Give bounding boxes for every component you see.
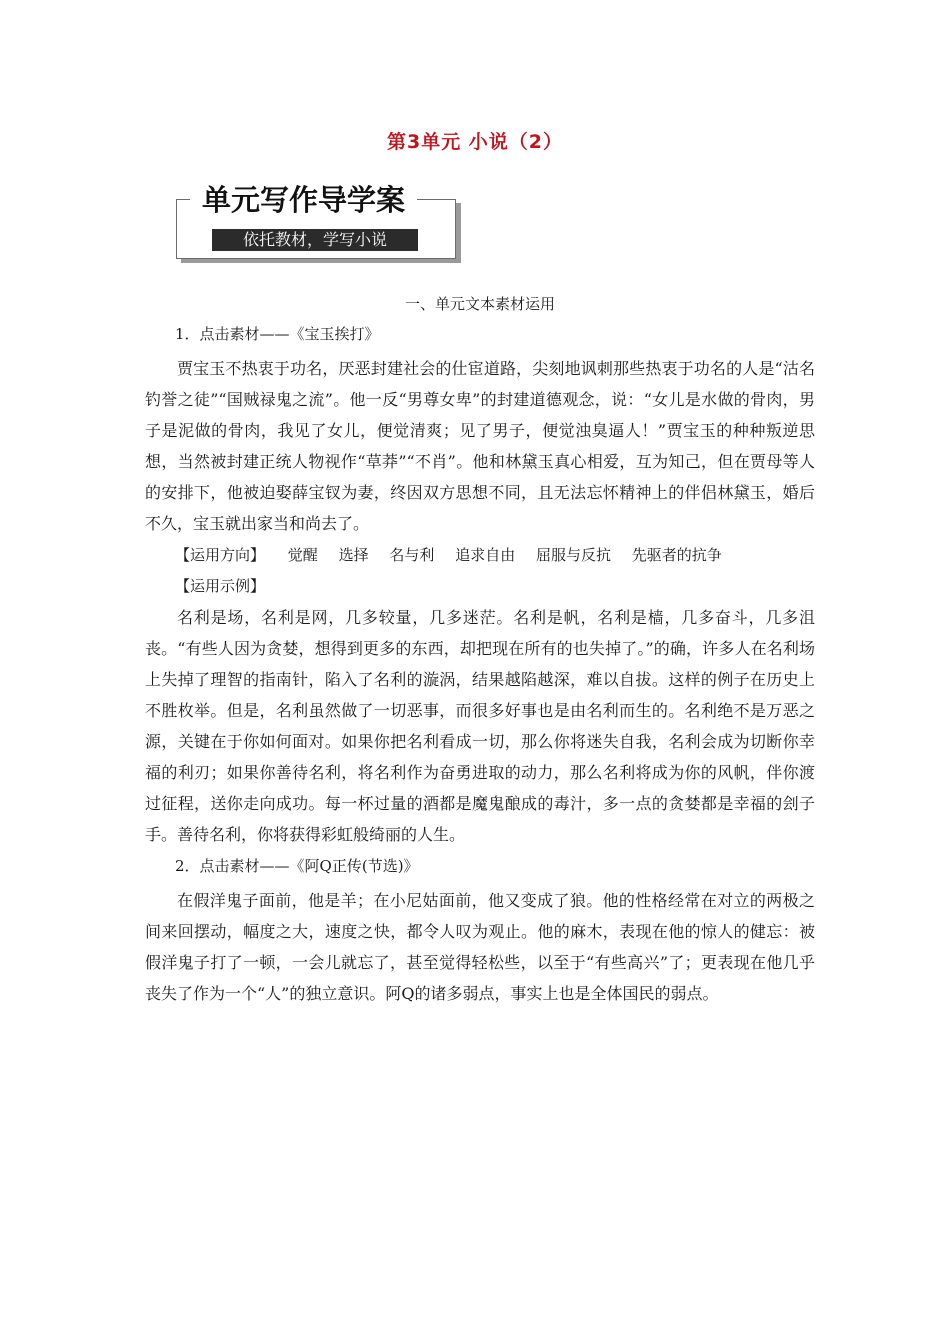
- item1-heading: 1．点击素材——《宝玉挨打》: [175, 325, 380, 343]
- item2-heading: 2．点击素材——《阿Q正传(节选)》: [175, 857, 419, 875]
- item2-paragraph: 在假洋鬼子面前，他是羊；在小尼姑面前，他又变成了狼。他的性格经常在对立的两极之间来回摆动，幅度之大，速度之快，都令人叹为观止。他的麻木，表现在他的惊人的健忘：被假洋鬼子打了一顿，一会儿就忘了，甚至觉得轻松些，以至于“有些高兴”了；更表现在他几乎丧失了作为一个“人”的独立意识。阿Q的诸多弱点，事实上也是全体国民的弱点。: [145, 891, 815, 1003]
- item1-example: 名利是场，名利是网，几多较量，几多迷茫。名利是帆，名利是樯，几多奋斗，几多沮丧。“有些人因为贪婪，想得到更多的东西，却把现在所有的也失掉了。”的确，许多人在名利场上失掉了理智的指南针，陷入了名利的漩涡，结果越陷越深，难以自拔。这样的例子在历史上不胜枚举。但是，名利虽然做了一切恶事，而很多好事也是由名利而生的。名利绝不是万恶之源，关键在于你如何面对。如果你把名利看成一切，那么你将迷失自我，名利会成为切断你幸福的利刃；如果你善待名利，将名利作为奋勇进取的动力，那么名利将成为你的风帆，伴你渡过征程，送你走向成功。每一杯过量的酒都是魔鬼酿成的毒汁，多一点的贪婪都是幸福的刽子手。善待名利，你将获得彩虹般绮丽的人生。: [145, 608, 815, 844]
- badge-subtitle: 依托教材，学写小说: [212, 229, 418, 251]
- direction-tag: 屈服与反抗: [535, 546, 611, 564]
- item1-paragraph: 贾宝玉不热衷于功名，厌恶封建社会的仕宦道路，尖刻地讽刺那些热衷于功名的人是“沽名钓誉之徒”“国贼禄鬼之流”。他一反“男尊女卑”的封建道德观念，说：“女儿是水做的骨肉，男子是泥做的骨肉，我见了女儿，便觉清爽；见了男子，便觉浊臭逼人！”贾宝玉的种种叛逆思想，当然被封建正统人物视作“草莽”“不肖”。他和林黛玉真心相爱，互为知己，但在贾母等人的安排下，他被迫娶薛宝钗为妻，终因双方思想不同，且无法忘怀精神上的伴侣林黛玉，婚后不久，宝玉就出家当和尚去了。: [145, 359, 815, 533]
- badge-heading: 单元写作导学案: [190, 181, 417, 219]
- direction-tag: 名与利: [389, 546, 435, 564]
- main-content: [145, 289, 815, 1010]
- section-badge: [176, 181, 461, 258]
- direction-label: 【运用方向】: [175, 546, 266, 564]
- direction-tag: 先驱者的抗争: [631, 546, 722, 564]
- direction-line: [145, 540, 815, 571]
- section-heading: 一、单元文本素材运用: [404, 295, 555, 313]
- page-title: 第3单元 小说（2）: [386, 131, 564, 153]
- direction-tag: 选择: [338, 546, 369, 564]
- example-label: 【运用示例】: [175, 577, 266, 595]
- direction-tag: 觉醒: [287, 546, 318, 564]
- direction-tag: 追求自由: [455, 546, 516, 564]
